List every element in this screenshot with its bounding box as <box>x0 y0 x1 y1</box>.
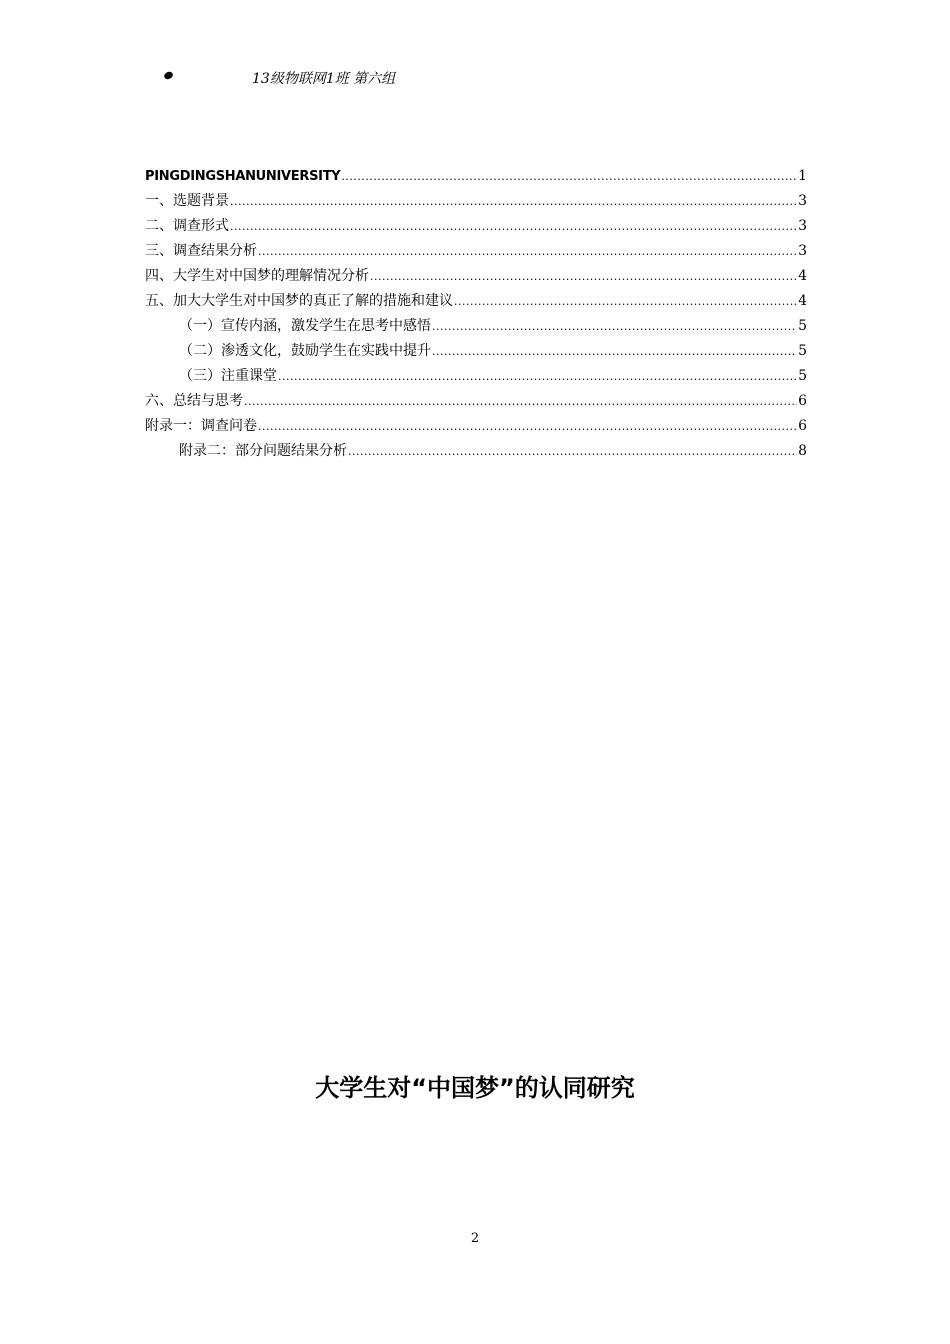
toc-leader <box>348 439 797 464</box>
toc-entry[interactable] <box>145 264 807 289</box>
toc-entry[interactable] <box>145 364 807 389</box>
toc-entry-page: 3 <box>798 243 807 259</box>
toc-entry[interactable] <box>145 289 807 314</box>
toc-entry[interactable] <box>145 239 807 264</box>
toc-leader <box>230 189 797 214</box>
toc-leader <box>278 364 797 389</box>
toc-entry-title: 附录二：部分问题结果分析 <box>179 443 347 459</box>
table-of-contents <box>145 164 807 464</box>
toc-entry-page: 3 <box>798 193 807 209</box>
toc-entry-page: 5 <box>798 318 807 334</box>
toc-entry-title: 六、总结与思考 <box>145 393 243 409</box>
toc-entry-title: 五、加大大学生对中国梦的真正了解的措施和建议 <box>145 293 453 309</box>
toc-leader <box>258 239 797 264</box>
toc-entry-page: 3 <box>798 218 807 234</box>
toc-entry-title: （三）注重课堂 <box>179 368 277 384</box>
toc-entry-page: 8 <box>798 443 807 459</box>
page-header: 13级物联网1班 第六组 <box>252 71 396 87</box>
toc-leader <box>341 164 797 189</box>
toc-entry-title: （一）宣传内涵，激发学生在思考中感悟 <box>179 318 431 334</box>
toc-leader <box>370 264 797 289</box>
toc-entry-title: 四、大学生对中国梦的理解情况分析 <box>145 268 369 284</box>
toc-entry[interactable] <box>145 314 807 339</box>
toc-entry[interactable] <box>145 339 807 364</box>
toc-entry-title: PINGDINGSHANUNIVERSITY <box>145 169 341 184</box>
toc-entry-page: 6 <box>798 393 807 409</box>
toc-leader <box>258 414 797 439</box>
toc-leader <box>244 389 797 414</box>
toc-leader <box>230 214 797 239</box>
toc-entry[interactable] <box>145 164 807 189</box>
toc-entry[interactable] <box>145 389 807 414</box>
toc-entry-page: 5 <box>798 368 807 384</box>
toc-entry-title: 二、调查形式 <box>145 218 229 234</box>
toc-entry[interactable] <box>145 214 807 239</box>
toc-leader <box>432 314 797 339</box>
toc-entry[interactable] <box>145 414 807 439</box>
toc-entry-title: 附录一：调查问卷 <box>145 418 257 434</box>
toc-entry-title: 三、调查结果分析 <box>145 243 257 259</box>
toc-entry-title: （二）渗透文化，鼓励学生在实践中提升 <box>179 343 431 359</box>
toc-entry-page: 6 <box>798 418 807 434</box>
toc-entry-page: 1 <box>798 168 807 184</box>
toc-entry[interactable] <box>145 189 807 214</box>
toc-entry-page: 4 <box>798 293 807 309</box>
toc-entry-page: 5 <box>798 343 807 359</box>
document-title: 大学生对“中国梦”的认同研究 <box>315 1074 635 1102</box>
toc-leader <box>432 339 797 364</box>
bullet-dot-icon <box>163 70 174 80</box>
toc-entry[interactable] <box>145 439 807 464</box>
page-number: 2 <box>470 1231 480 1246</box>
toc-leader <box>454 289 797 314</box>
toc-entry-page: 4 <box>798 268 807 284</box>
toc-entry-title: 一、选题背景 <box>145 193 229 209</box>
